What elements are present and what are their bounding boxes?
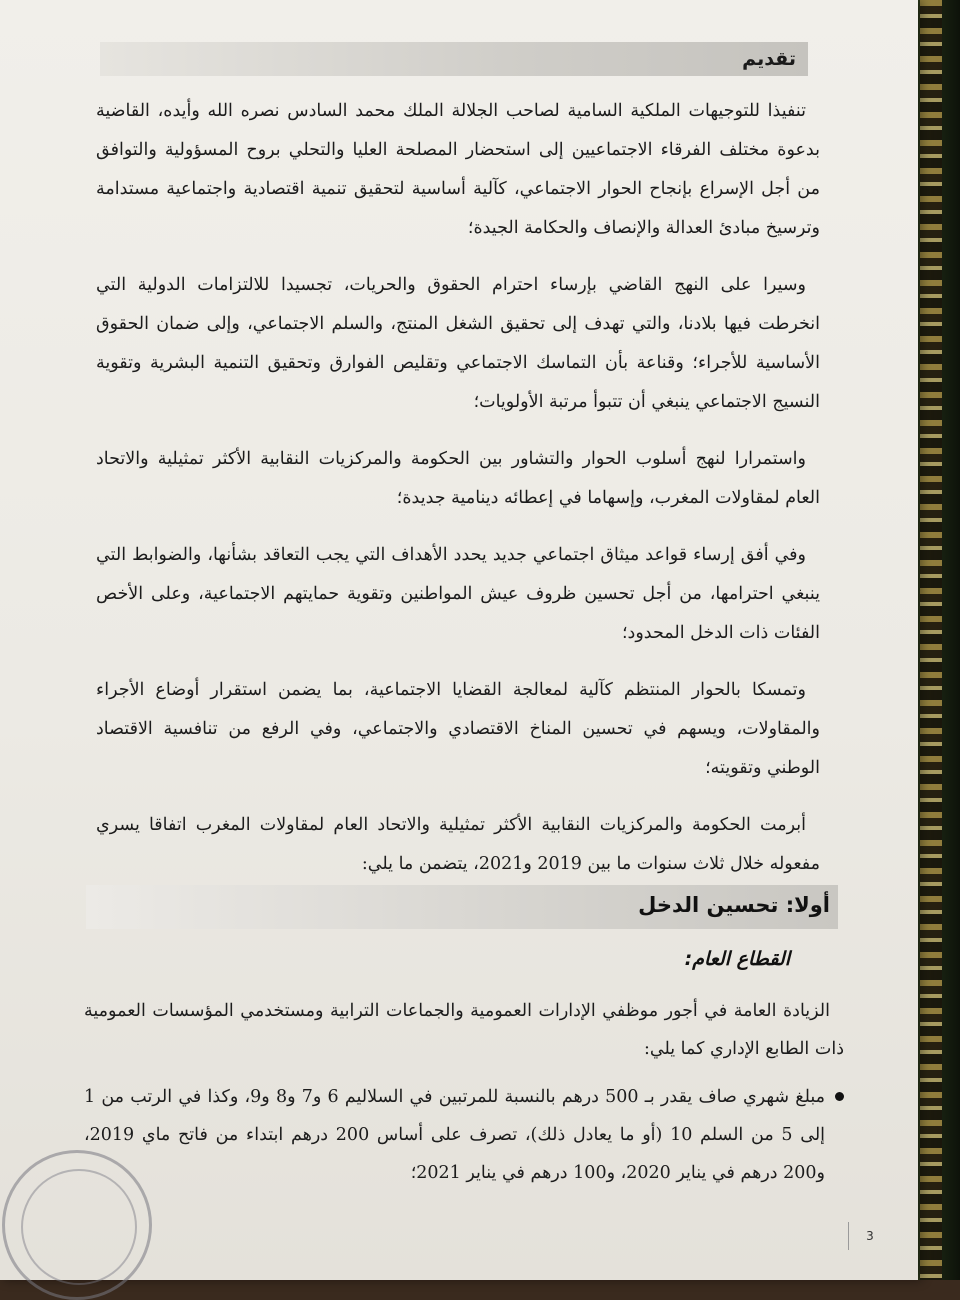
section-title: أولا: تحسين الدخل [638, 893, 830, 917]
section-bar [86, 885, 838, 929]
official-stamp [2, 1150, 152, 1300]
bullet-item [84, 1078, 844, 1192]
paragraph: وسيرا على النهج القاضي بإرساء احترام الحقوق والحريات، تجسيدا للالتزامات الدولية التي انخرطت فيها بلادنا، والتي تهدف إلى تحقيق الشغل المنتج، والسلم الاجتماعي، وإلى ضمان الحقوق الأساسية للأجراء؛ وقناعة بأن التماسك الاجتماعي وتقليص الفوارق وتحقيق التنمية البشرية وتقوية النسيج الاجتماعي ينبغي أن تتبوأ مرتبة الأولويات؛ [96, 275, 820, 412]
intro-text [96, 92, 820, 902]
paragraph: تنفيذا للتوجيهات الملكية السامية لصاحب الجلالة الملك محمد السادس نصره الله وأيده، القاضية بدعوة مختلف الفرقاء الاجتماعيين إلى استحضار المصلحة العليا والتحلي بروح المسؤولية والتوافق من أجل الإسراع بإنجاح الحوار الاجتماعي، كآلية أساسية لتحقيق تنمية اقتصادية واجتماعية مستدامة وترسيخ مبادئ العدالة والإنصاف والحكامة الجيدة؛ [96, 101, 820, 238]
paragraph: أبرمت الحكومة والمركزيات النقابية الأكثر تمثيلية والاتحاد العام لمقاولات المغرب اتفاقا يسري مفعوله خلال ثلاث سنوات ما بين 2019 و2021، يتضمن ما يلي: [96, 815, 820, 874]
paragraph: وفي أفق إرساء قواعد ميثاق اجتماعي جديد يحدد الأهداف التي يجب التعاقد بشأنها، والضوابط التي ينبغي احترامها، من أجل تحسين ظروف عيش المواطنين وتقوية حمايتهم الاجتماعية، وعلى الأخص الفئات ذات الدخل المحدود؛ [96, 545, 820, 643]
page-heading: تقديم [742, 48, 796, 70]
heading-bar [100, 42, 808, 76]
paragraph: وتمسكا بالحوار المنتظم كآلية لمعالجة القضايا الاجتماعية، بما يضمن استقرار أوضاع الأجراء والمقاولات، ويسهم في تحسين المناخ الاقتصادي والاجتماعي، وفي الرفع من تنافسية الاقتصاد الوطني وتقويته؛ [96, 680, 820, 778]
subsection-title: القطاع العام: [684, 948, 790, 970]
bullet-icon [835, 1092, 844, 1101]
page-number: 3 [848, 1222, 891, 1250]
section-body [84, 992, 844, 1192]
bullet-text: مبلغ شهري صاف يقدر بـ 500 درهم بالنسبة للمرتبين في السلاليم 6 و7 و8 و9، وكذا في الرتب من 1 إلى 5 من السلم 10 (أو ما يعادل ذلك)، تصرف على أساس 200 درهم ابتداء من فاتح ماي 2019، و200 درهم في يناير 2020، و100 درهم في يناير 2021؛ [84, 1087, 826, 1183]
subsection-intro: الزيادة العامة في أجور موظفي الإدارات العمومية والجماعات الترابية ومستخدمي المؤسسات العمومية ذات الطابع الإداري كما يلي: [84, 1001, 844, 1059]
paragraph: واستمرارا لنهج أسلوب الحوار والتشاور بين الحكومة والمركزيات النقابية الأكثر تمثيلية والاتحاد العام لمقاولات المغرب، وإسهاما في إعطائه دينامية جديدة؛ [96, 449, 820, 508]
stamp-inner-ring [21, 1169, 137, 1285]
